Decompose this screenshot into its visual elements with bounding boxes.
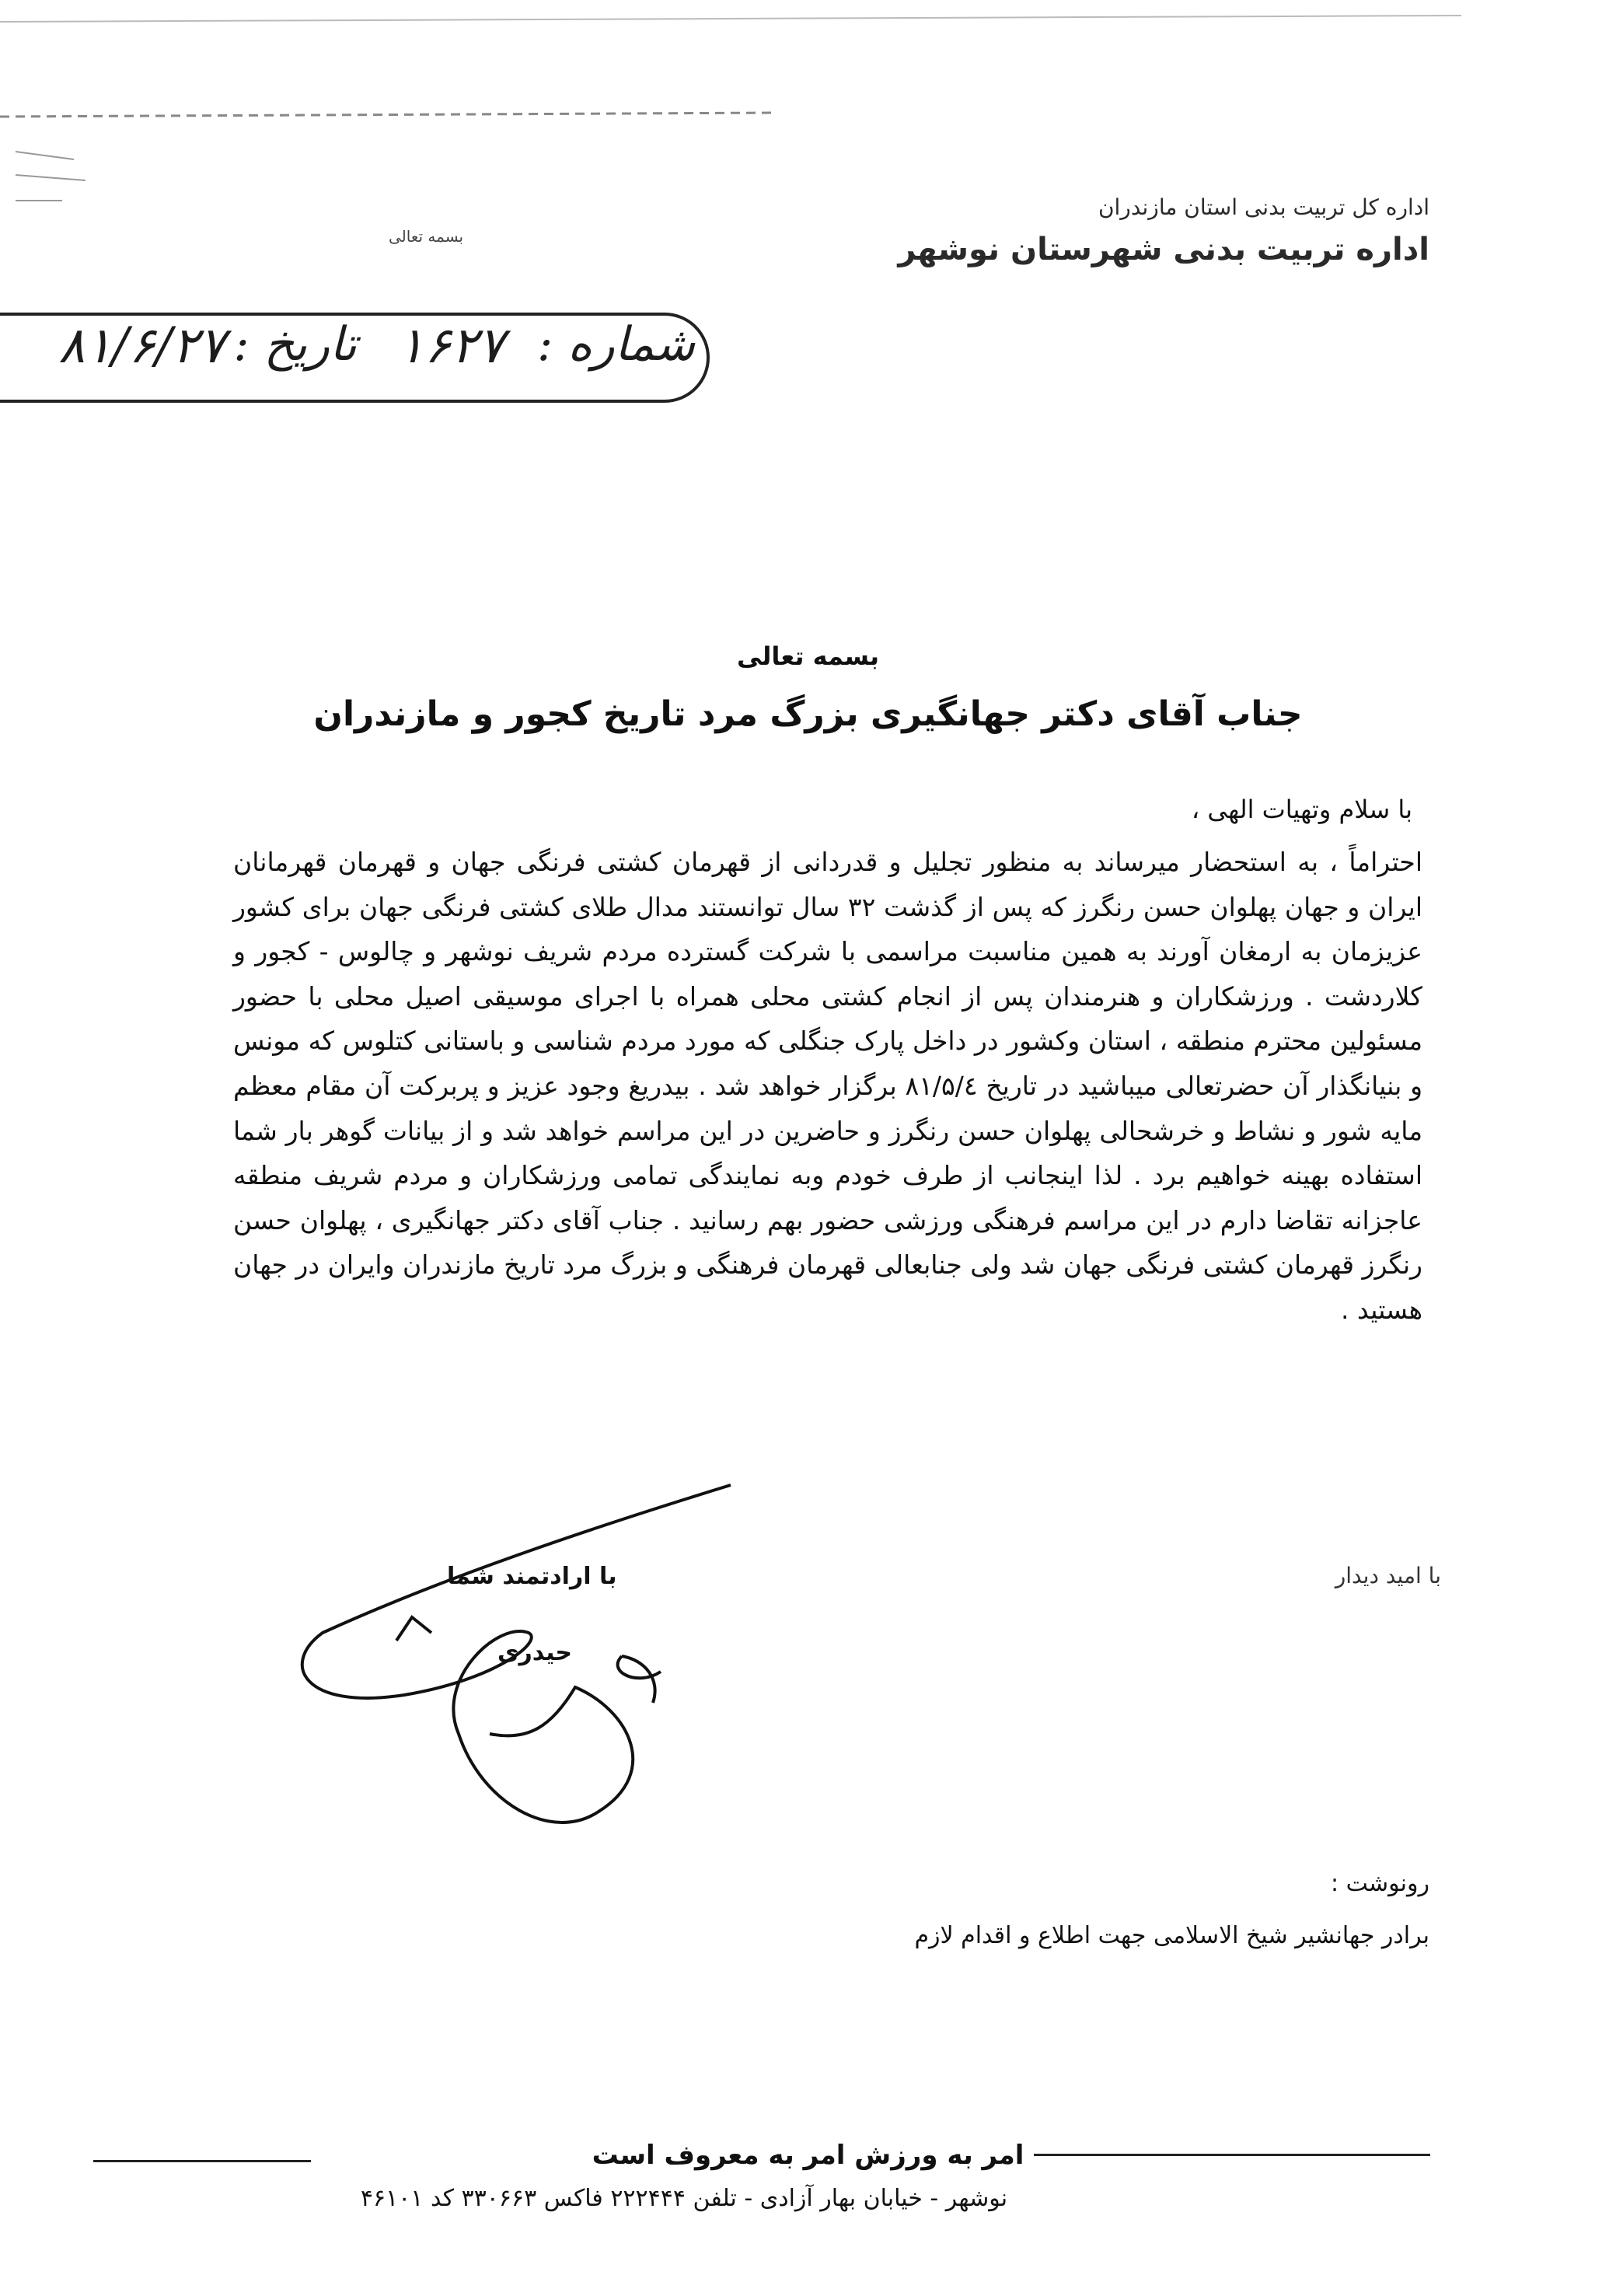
signature-name: حیدری — [497, 1639, 572, 1666]
greeting: با سلام وتهیات الهی ، — [1191, 795, 1412, 824]
stamp-number-value: ۱۶۲۷ — [397, 317, 504, 375]
recipient-line: جناب آقای دکتر جهانگیری بزرگ مرد تاریخ کجور و مازندران — [313, 694, 1303, 734]
heading-besmeh: بسمه تعالی — [736, 641, 880, 671]
letter-body: احتراماً ، به استحضار میرساند به منظور تجلیل و قدردانی از قهرمان کشتی فرنگی جهان و قهرمان قهرمانان ایران و جهان پهلوان حسن رنگرز که پس از گذشت ۳۲ سال توانستند مدال طلای کشتی فرنگی جهان برای کشور عزیزمان به ارمغان آورند به همین مناسبت مراسمی با شرکت گسترده مردم شریف نوشهر و چالوس - کجور و کلاردشت . ورزشکاران و هنرمندان پس از انجام کشتی محلی همراه با اجرای موسیقی اصیل محلی با حضور مسئولین محترم منطقه ، استان وکشور در داخل پارک جنگلی که مورد مردم شناسی و باستانی کتلوس که مونس و بنیانگذار آن حضرتعالی میباشید در تاریخ ۸۱/۵/٤ برگزار خواهد شد . بیدریغ وجود عزیز و پربرکت آن مقام معظم مایه شور و نشاط و خرشحالی پهلوان حسن رنگرز و حاضرین در این مراسم خواهد شد و از بیانات گوهر بار شما استفاده بهینه خواهیم برد . لذا اینجانب از طرف خودم وبه نمایندگی تمامی ورزشکاران و مردم شریف منطقه عاجزانه تقاضا دارم در این مراسم فرهنگی ورزشی حضور بهم رسانید . جناب آقای دکتر جهانگیری ، پهلوان حسن رنگرز قهرمان کشتی فرنگی جهان شد ولی جنابعالی قهرمان فرهنگی و بزرگ مرد تاریخ مازندران وایران در جهان هستید . — [233, 847, 1422, 1325]
signature-phrase: با ارادتمند شما — [447, 1563, 617, 1590]
letterhead-city-office: اداره تربیت بدنی شهرستان نوشهر — [898, 232, 1429, 267]
cc-recipient: برادر جهانشیر شیخ الاسلامی جهت اطلاع و اقدام لازم — [914, 1922, 1429, 1949]
footer-address: نوشهر - خیابان بهار آزادی - تلفن ۲۲۲۴۴۴ فاکس ۳۳۰۶۶۳ کد ۴۶۱۰۱ — [360, 2185, 1008, 2212]
cc-title: رونوشت : — [1330, 1870, 1429, 1897]
handwritten-signature — [295, 1477, 746, 1882]
footer-motto: امر به ورزش امر به معروف است — [592, 2140, 1024, 2171]
letterhead-besmeh: بسمه تعالی — [389, 227, 464, 246]
stamp-date-value: ۸۱/۶/۲۷ — [58, 317, 225, 375]
stamp-number-label: شماره : — [537, 317, 695, 372]
stamp-date-label: تاریخ : — [233, 317, 357, 372]
letterhead-province-office: اداره کل تربیت بدنی استان مازندران — [1098, 194, 1429, 220]
scan-edge-lines — [0, 0, 1616, 202]
closing-phrase: با امید دیدار — [1335, 1563, 1441, 1588]
